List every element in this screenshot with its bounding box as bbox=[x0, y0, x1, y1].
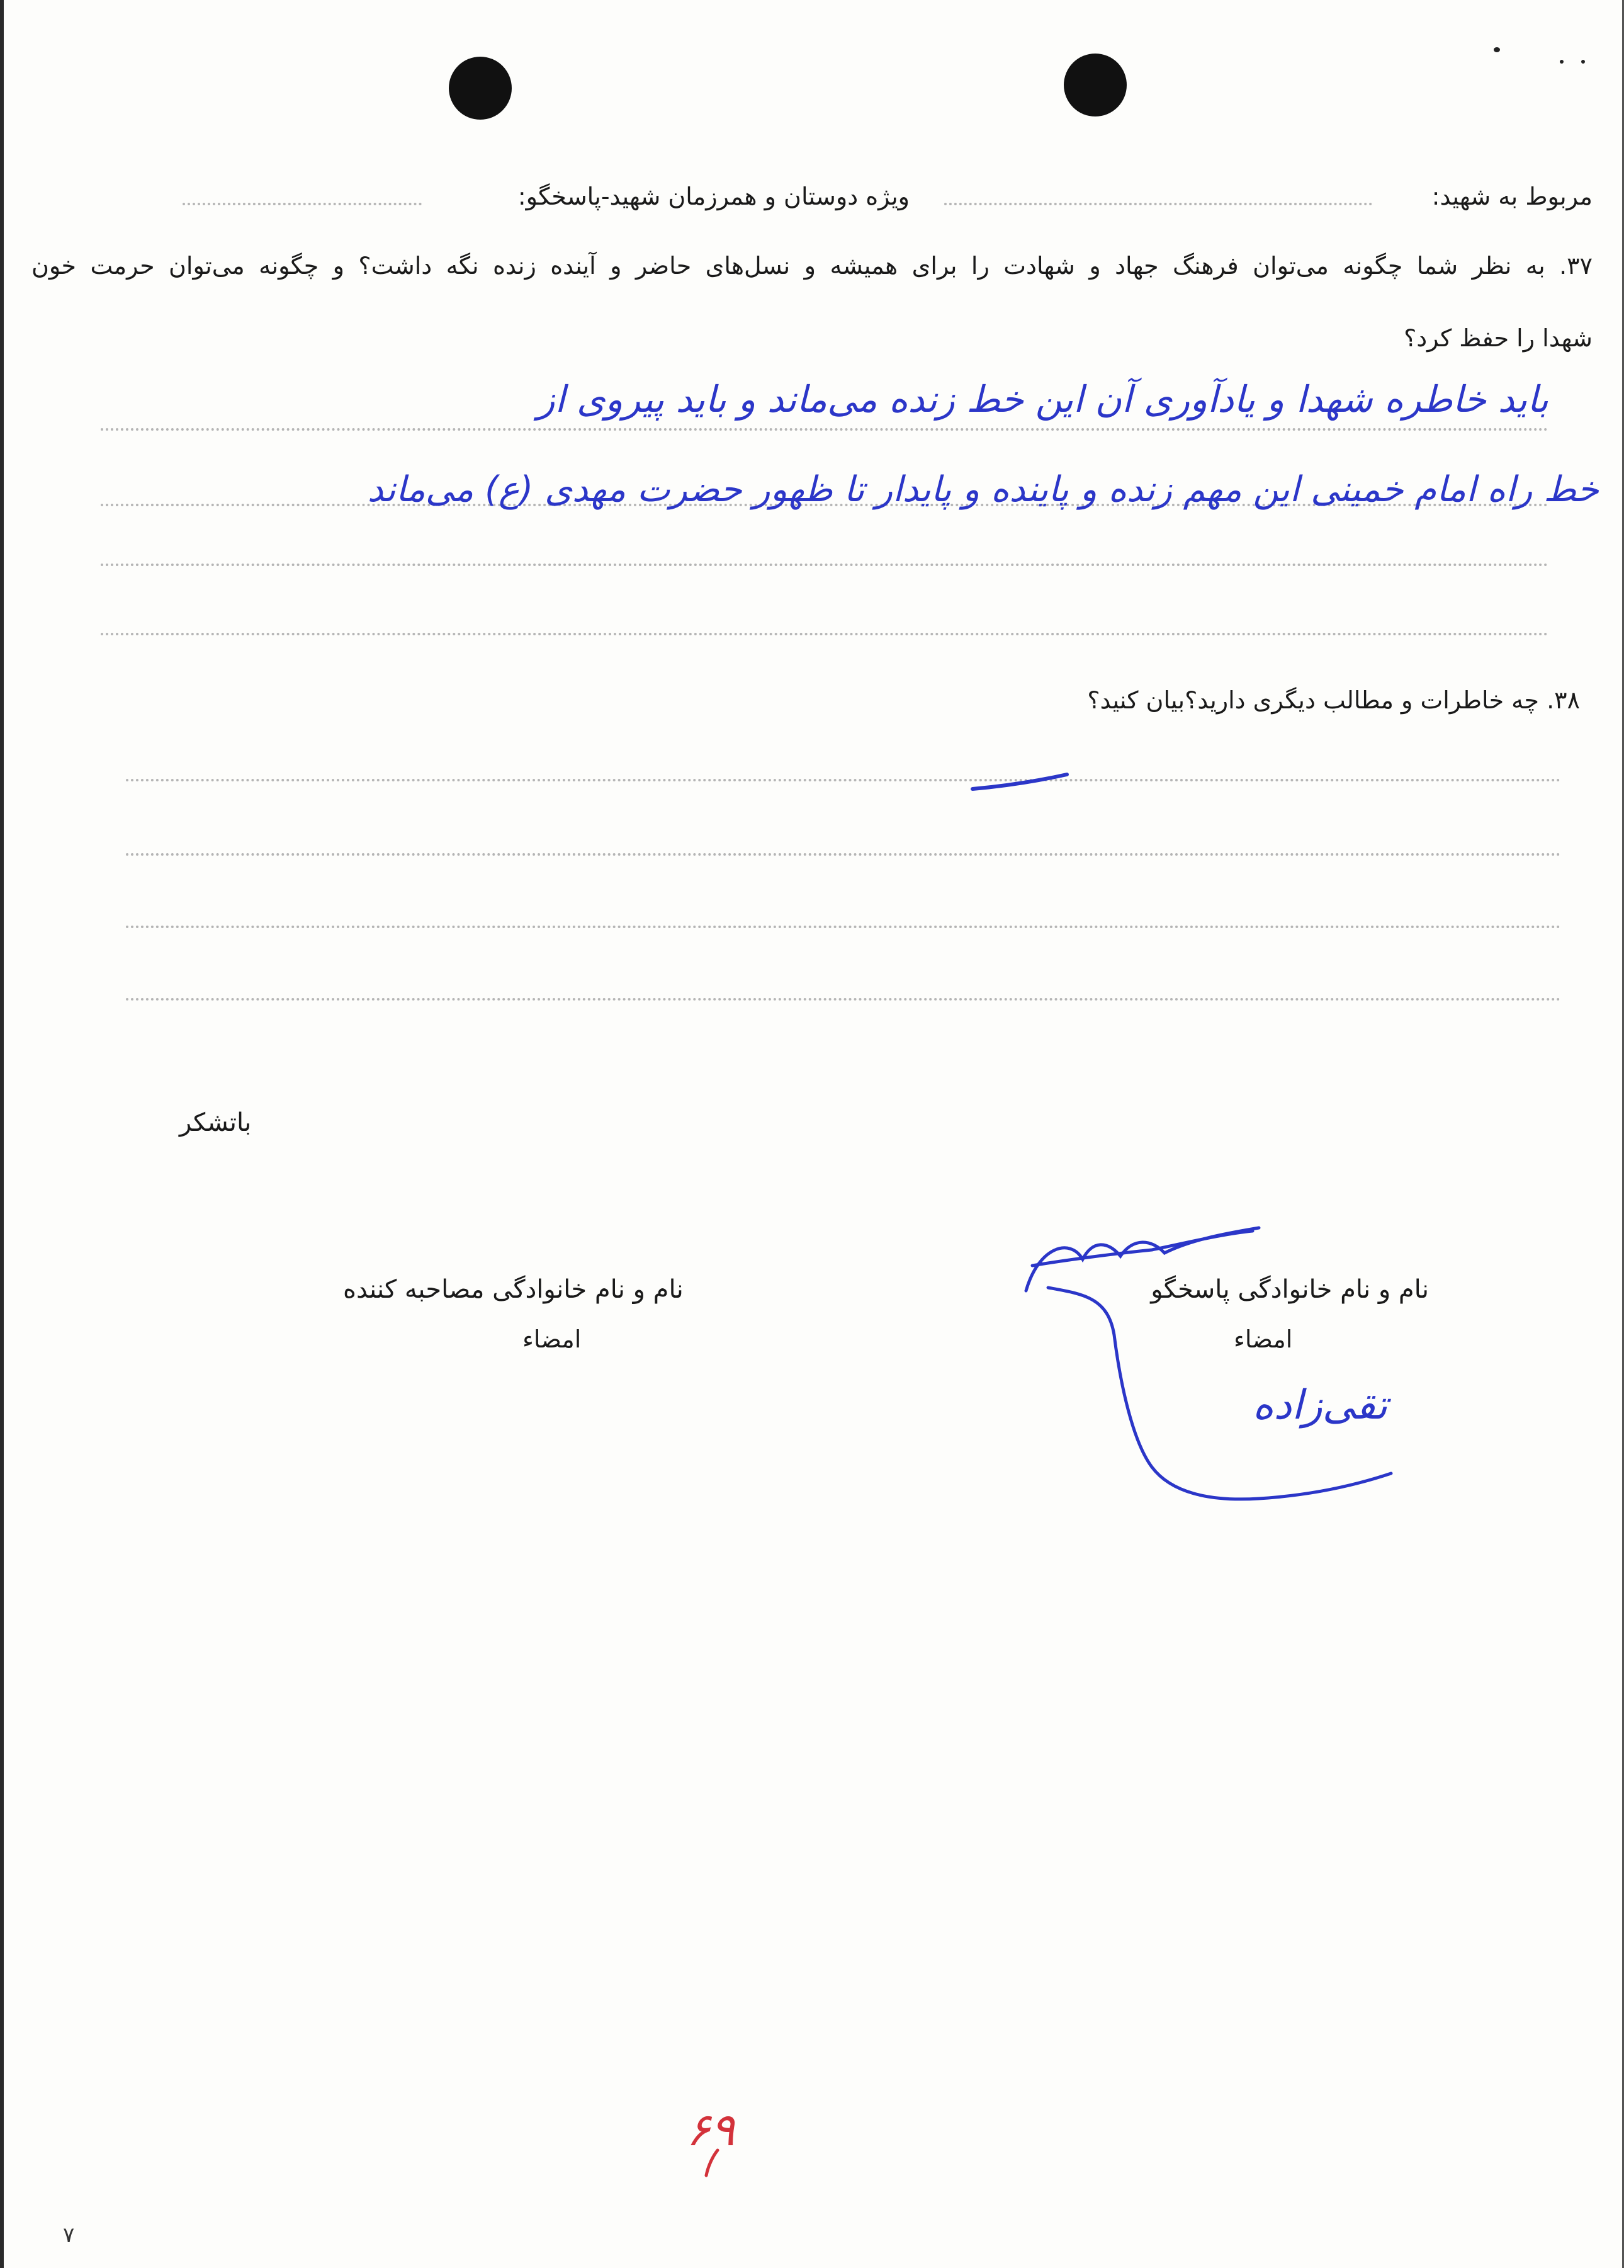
q38-dash-stroke bbox=[973, 774, 1067, 789]
scan-speck bbox=[1560, 60, 1564, 64]
q38-line-1 bbox=[126, 779, 1561, 781]
handwritten-page-number: ۶۹ bbox=[686, 2103, 735, 2156]
punch-hole-right bbox=[1064, 54, 1127, 116]
handwritten-answer-line2: خط راه امام خمینی این مهم زنده و پاینده و پایدار تا ظهور حضرت مهدی (ع) می‌ماند bbox=[367, 469, 1599, 510]
question-38-line1: ۳۸. چه خاطرات و مطالب دیگری دارید؟بیان کنید؟ bbox=[1087, 686, 1580, 714]
answer-line-1 bbox=[101, 428, 1548, 431]
related-to-martyr-field bbox=[944, 203, 1372, 205]
answer-line-4 bbox=[101, 633, 1548, 635]
interviewer-sign-label: امضاء bbox=[522, 1325, 582, 1353]
respondent-field bbox=[183, 203, 422, 205]
respondent-signature bbox=[1026, 1228, 1391, 1499]
scan-speck bbox=[1494, 47, 1500, 52]
respondent-sign-label: امضاء bbox=[1234, 1325, 1293, 1353]
handwritten-answer-line1: باید خاطره شهدا و یادآوری آن این خط زنده می‌ماند و باید پیروی از bbox=[537, 378, 1548, 421]
related-to-martyr-label: مربوط به شهید: bbox=[1431, 183, 1593, 210]
question-37-line2: شهدا را حفظ کرد؟ bbox=[1404, 324, 1593, 352]
scan-speck bbox=[1581, 60, 1585, 64]
closing-thanks: باتشکر bbox=[179, 1108, 252, 1137]
question-37-line1: ۳۷. به نظر شما چگونه می‌توان فرهنگ جهاد و شهادت را برای همیشه و نسل‌های حاضر و آینده زنده نگه داشت؟ و چگونه می‌توان حرمت خون bbox=[31, 252, 1593, 280]
scan-edge-left bbox=[0, 0, 4, 2268]
handwritten-respondent-name: تقی‌زاده bbox=[1253, 1382, 1388, 1429]
q38-line-2 bbox=[126, 853, 1561, 856]
printed-page-number: ۷ bbox=[63, 2223, 75, 2248]
punch-hole-left bbox=[449, 57, 512, 120]
respondent-name-label: نام و نام خانوادگی پاسخگو bbox=[1151, 1275, 1429, 1304]
q38-line-3 bbox=[126, 926, 1561, 928]
friends-special-label: ویژه دوستان و همرزمان شهید-پاسخگو: bbox=[517, 183, 910, 210]
answer-line-3 bbox=[101, 564, 1548, 566]
interviewer-name-label: نام و نام خانوادگی مصاحبه کننده bbox=[343, 1275, 684, 1304]
q38-line-4 bbox=[126, 998, 1561, 1001]
